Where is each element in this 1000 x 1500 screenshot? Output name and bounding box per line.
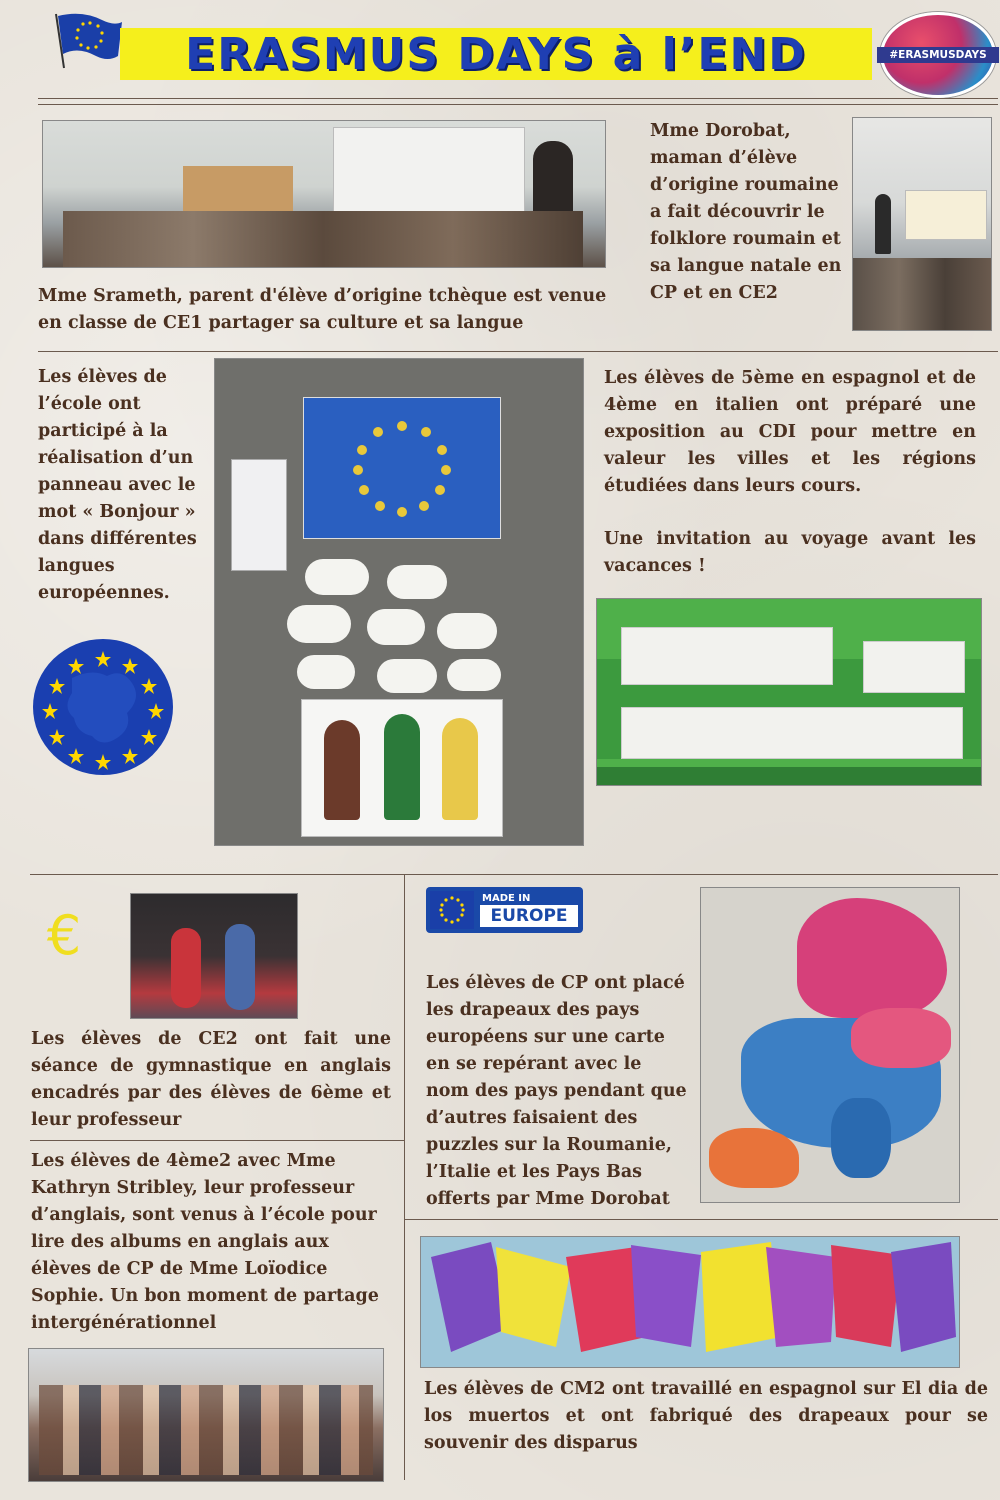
badge-label: #ERASMUSDAYS	[877, 47, 999, 63]
albums-text: Les élèves de 4ème2 avec Mme Kathryn Stribley, leur professeur d’anglais, sont venus à l’école pour lire des albums en anglais aux élèves de CP de Mme Loïodice Sophie. Un bon moment de partage intergénérationnel	[31, 1151, 379, 1333]
eu-globe-icon	[32, 638, 174, 776]
classroom-czech-photo	[42, 120, 606, 268]
cdi-text: Les élèves de 5ème en espagnol et de 4ème en italien ont préparé une exposition au CDI pour mettre en valeur les villes et les régions étudiées dans leurs cours.	[604, 368, 976, 496]
gym-photo	[130, 893, 298, 1019]
right-divider	[404, 1219, 998, 1220]
title-banner	[120, 28, 872, 80]
eu-flag-icon	[52, 10, 124, 70]
left-divider	[30, 1140, 404, 1141]
made-in-europe-badge	[426, 887, 583, 933]
header-divider	[38, 98, 998, 99]
cm2-flags-photo	[420, 1236, 960, 1368]
gym-text: Les élèves de CE2 ont fait une séance de gymnastique en anglais encadrés par des élèves de 6ème et leur professeur	[31, 1029, 391, 1130]
classroom-romanian-photo	[852, 117, 992, 331]
header-divider-2	[38, 104, 998, 105]
column-divider	[404, 874, 405, 1480]
papel-picado-flags	[421, 1237, 959, 1367]
euro-icon: €	[46, 904, 82, 967]
section-divider-2	[30, 874, 998, 875]
albums-photo	[28, 1348, 384, 1482]
section-divider-1	[38, 351, 998, 352]
eu-flag-small-icon	[430, 891, 474, 929]
europe-label: EUROPE	[480, 905, 578, 927]
flags-text: Les élèves de CP ont placé les drapeaux des pays européens sur une carte en se repérant avec le nom des pays pendant que d’autres faisaient des puzzles sur la Roumanie, l’Italie et les Pays Bas offerts par Mme Dorobat	[426, 973, 687, 1209]
dorobat-caption: Mme Dorobat, maman d’élève d’origine roumaine a fait découvrir le folklore roumain et sa langue natale en CP et en CE2	[650, 121, 842, 303]
eu-flag-poster	[303, 397, 501, 539]
cdi-exhibition-photo	[596, 598, 982, 786]
page-title: ERASMUS DAYS à l’END	[185, 28, 807, 80]
erasmus-days-badge	[880, 12, 996, 98]
cm2-text: Les élèves de CM2 ont travaillé en espagnol sur El dia de los muertos et ont fabriqué des drapeaux pour se souvenir des disparus	[424, 1379, 988, 1453]
made-in-label: MADE IN	[482, 893, 531, 904]
bonjour-panel-photo	[214, 358, 584, 846]
bonjour-text: Les élèves de l’école ont participé à la réalisation d’un panneau avec le mot « Bonjour » dans différentes langues européennes.	[38, 367, 197, 603]
srameth-caption: Mme Srameth, parent d'élève d’origine tchèque est venue en classe de CE1 partager sa culture et sa langue	[38, 286, 607, 333]
cdi-invitation: Une invitation au voyage avant les vacances !	[604, 529, 976, 576]
europe-map-photo	[700, 887, 960, 1203]
